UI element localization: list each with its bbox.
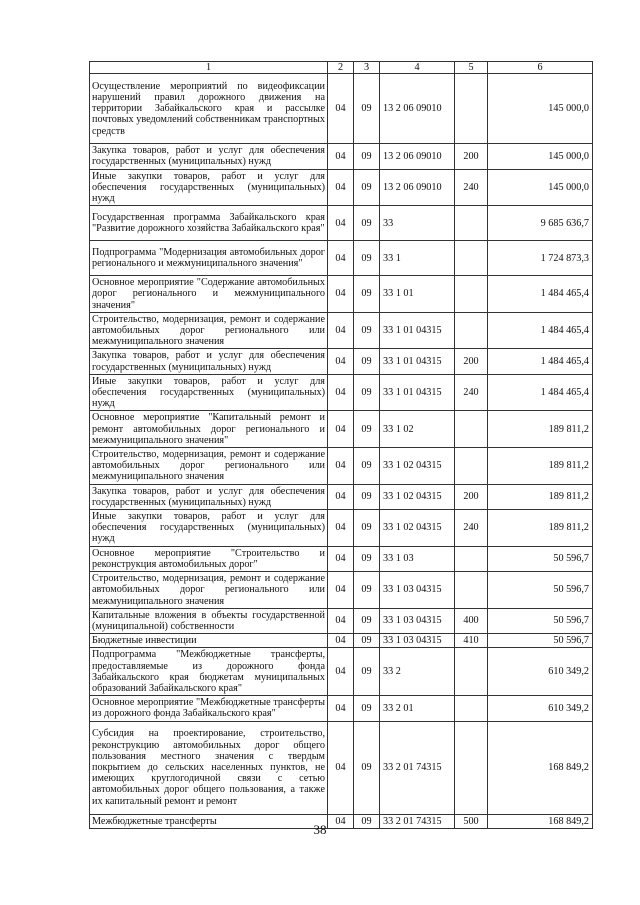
row-section-cell: 04 <box>328 144 354 169</box>
row-section-cell: 04 <box>328 572 354 609</box>
row-target-code-cell: 33 1 02 04315 <box>380 448 455 485</box>
row-target-code-cell: 33 2 01 <box>380 696 455 721</box>
row-sum-cell: 145 000,0 <box>488 169 593 206</box>
row-section-cell: 04 <box>328 74 354 144</box>
row-section-cell: 04 <box>328 546 354 571</box>
row-sum-cell: 189 811,2 <box>488 484 593 509</box>
row-section-cell: 04 <box>328 608 354 633</box>
row-name-cell: Капитальные вложения в объекты государственной (муниципальной) собственности <box>90 608 328 633</box>
table-row <box>90 546 593 571</box>
row-subsection-cell: 09 <box>354 241 380 276</box>
table-row <box>90 206 593 241</box>
row-section-cell: 04 <box>328 634 354 648</box>
row-name-cell: Закупка товаров, работ и услуг для обеспечения государственных (муниципальных) нужд <box>90 349 328 374</box>
row-subsection-cell: 09 <box>354 648 380 696</box>
row-expense-type-cell <box>455 206 488 241</box>
row-name-cell: Межбюджетные трансферты <box>90 814 328 828</box>
row-subsection-cell: 09 <box>354 814 380 828</box>
row-target-code-cell: 33 1 03 04315 <box>380 608 455 633</box>
row-sum-cell: 50 596,7 <box>488 608 593 633</box>
row-target-code-cell: 33 2 01 74315 <box>380 814 455 828</box>
table-row <box>90 696 593 721</box>
table-row <box>90 74 593 144</box>
table-row <box>90 374 593 411</box>
row-target-code-cell: 33 <box>380 206 455 241</box>
row-sum-cell: 1 484 465,4 <box>488 349 593 374</box>
table-row <box>90 648 593 696</box>
row-name-cell: Подпрограмма "Межбюджетные трансферты, предоставляемые из дорожного фонда Забайкальского края бюджетам муниципальных образований Забайкальского края" <box>90 648 328 696</box>
row-expense-type-cell <box>455 276 488 313</box>
table-row <box>90 634 593 648</box>
row-target-code-cell: 33 1 02 04315 <box>380 484 455 509</box>
row-subsection-cell: 09 <box>354 276 380 313</box>
table-row <box>90 721 593 814</box>
row-section-cell: 04 <box>328 241 354 276</box>
table-row <box>90 276 593 313</box>
row-target-code-cell: 13 2 06 09010 <box>380 74 455 144</box>
row-name-cell: Бюджетные инвестиции <box>90 634 328 648</box>
row-expense-type-cell <box>455 241 488 276</box>
row-expense-type-cell: 410 <box>455 634 488 648</box>
table-row <box>90 144 593 169</box>
row-name-cell: Строительство, модернизация, ремонт и содержание автомобильных дорог регионального или межмуниципального значения <box>90 448 328 485</box>
row-name-cell: Иные закупки товаров, работ и услуг для обеспечения государственных (муниципальных) нужд <box>90 169 328 206</box>
row-section-cell: 04 <box>328 206 354 241</box>
row-name-cell: Строительство, модернизация, ремонт и содержание автомобильных дорог регионального или межмуниципального значения <box>90 312 328 349</box>
header-cell: 4 <box>380 62 455 74</box>
row-expense-type-cell: 500 <box>455 814 488 828</box>
row-expense-type-cell: 240 <box>455 510 488 547</box>
row-name-cell: Закупка товаров, работ и услуг для обеспечения государственных (муниципальных) нужд <box>90 484 328 509</box>
row-expense-type-cell: 200 <box>455 144 488 169</box>
row-expense-type-cell <box>455 721 488 814</box>
row-section-cell: 04 <box>328 411 354 448</box>
table-row <box>90 241 593 276</box>
row-subsection-cell: 09 <box>354 608 380 633</box>
row-target-code-cell: 13 2 06 09010 <box>380 169 455 206</box>
table-row <box>90 169 593 206</box>
row-expense-type-cell: 200 <box>455 349 488 374</box>
table-row <box>90 411 593 448</box>
row-sum-cell: 50 596,7 <box>488 546 593 571</box>
header-cell: 5 <box>455 62 488 74</box>
row-section-cell: 04 <box>328 696 354 721</box>
row-name-cell: Иные закупки товаров, работ и услуг для обеспечения государственных (муниципальных) нужд <box>90 510 328 547</box>
row-expense-type-cell <box>455 696 488 721</box>
row-sum-cell: 189 811,2 <box>488 411 593 448</box>
row-section-cell: 04 <box>328 721 354 814</box>
table-row <box>90 312 593 349</box>
row-target-code-cell: 13 2 06 09010 <box>380 144 455 169</box>
row-section-cell: 04 <box>328 648 354 696</box>
row-target-code-cell: 33 1 01 04315 <box>380 374 455 411</box>
row-target-code-cell: 33 1 03 04315 <box>380 634 455 648</box>
row-subsection-cell: 09 <box>354 572 380 609</box>
row-subsection-cell: 09 <box>354 169 380 206</box>
row-sum-cell: 610 349,2 <box>488 696 593 721</box>
row-section-cell: 04 <box>328 312 354 349</box>
row-expense-type-cell <box>455 648 488 696</box>
row-sum-cell: 145 000,0 <box>488 74 593 144</box>
row-section-cell: 04 <box>328 448 354 485</box>
row-sum-cell: 610 349,2 <box>488 648 593 696</box>
row-target-code-cell: 33 1 03 <box>380 546 455 571</box>
row-subsection-cell: 09 <box>354 634 380 648</box>
row-target-code-cell: 33 2 <box>380 648 455 696</box>
row-sum-cell: 50 596,7 <box>488 572 593 609</box>
row-expense-type-cell: 400 <box>455 608 488 633</box>
row-section-cell: 04 <box>328 510 354 547</box>
row-sum-cell: 168 849,2 <box>488 721 593 814</box>
row-subsection-cell: 09 <box>354 411 380 448</box>
table-row <box>90 448 593 485</box>
row-target-code-cell: 33 1 02 04315 <box>380 510 455 547</box>
row-name-cell: Основное мероприятие "Капитальный ремонт и ремонт автомобильных дорог регионального и межмуниципального значения" <box>90 411 328 448</box>
row-name-cell: Осуществление мероприятий по видеофиксации нарушений правил дорожного движения на территории Забайкальского края и рассылке почтовых уведомлений собственникам транспортных средств <box>90 74 328 144</box>
header-cell: 2 <box>328 62 354 74</box>
row-name-cell: Основное мероприятие "Межбюджетные трансферты из дорожного фонда Забайкальского края" <box>90 696 328 721</box>
row-subsection-cell: 09 <box>354 74 380 144</box>
row-section-cell: 04 <box>328 276 354 313</box>
header-cell: 6 <box>488 62 593 74</box>
row-name-cell: Государственная программа Забайкальского края "Развитие дорожного хозяйства Забайкальского края" <box>90 206 328 241</box>
header-cell: 3 <box>354 62 380 74</box>
row-target-code-cell: 33 1 03 04315 <box>380 572 455 609</box>
table-row <box>90 510 593 547</box>
row-expense-type-cell <box>455 546 488 571</box>
row-sum-cell: 1 484 465,4 <box>488 374 593 411</box>
row-target-code-cell: 33 2 01 74315 <box>380 721 455 814</box>
row-expense-type-cell: 200 <box>455 484 488 509</box>
row-section-cell: 04 <box>328 169 354 206</box>
row-sum-cell: 168 849,2 <box>488 814 593 828</box>
row-subsection-cell: 09 <box>354 510 380 547</box>
row-subsection-cell: 09 <box>354 206 380 241</box>
table-row <box>90 484 593 509</box>
row-section-cell: 04 <box>328 814 354 828</box>
row-name-cell: Основное мероприятие "Строительство и реконструкция автомобильных дорог" <box>90 546 328 571</box>
row-subsection-cell: 09 <box>354 144 380 169</box>
row-subsection-cell: 09 <box>354 349 380 374</box>
header-cell: 1 <box>90 62 328 74</box>
row-sum-cell: 1 724 873,3 <box>488 241 593 276</box>
row-sum-cell: 9 685 636,7 <box>488 206 593 241</box>
row-expense-type-cell: 240 <box>455 169 488 206</box>
row-subsection-cell: 09 <box>354 448 380 485</box>
row-target-code-cell: 33 1 02 <box>380 411 455 448</box>
row-expense-type-cell <box>455 74 488 144</box>
row-subsection-cell: 09 <box>354 546 380 571</box>
row-name-cell: Строительство, модернизация, ремонт и содержание автомобильных дорог регионального или межмуниципального значения <box>90 572 328 609</box>
table-header-row <box>90 62 593 74</box>
page-number: 38 <box>313 822 327 837</box>
row-expense-type-cell <box>455 448 488 485</box>
row-sum-cell: 189 811,2 <box>488 510 593 547</box>
row-section-cell: 04 <box>328 349 354 374</box>
row-section-cell: 04 <box>328 484 354 509</box>
row-name-cell: Подпрограмма "Модернизация автомобильных дорог регионального и межмуниципального значения" <box>90 241 328 276</box>
row-expense-type-cell <box>455 312 488 349</box>
row-target-code-cell: 33 1 <box>380 241 455 276</box>
row-name-cell: Иные закупки товаров, работ и услуг для обеспечения государственных (муниципальных) нужд <box>90 374 328 411</box>
row-sum-cell: 189 811,2 <box>488 448 593 485</box>
row-target-code-cell: 33 1 01 <box>380 276 455 313</box>
row-subsection-cell: 09 <box>354 374 380 411</box>
budget-table <box>89 61 593 829</box>
row-target-code-cell: 33 1 01 04315 <box>380 349 455 374</box>
row-expense-type-cell: 240 <box>455 374 488 411</box>
table-row <box>90 349 593 374</box>
row-target-code-cell: 33 1 01 04315 <box>380 312 455 349</box>
row-sum-cell: 1 484 465,4 <box>488 276 593 313</box>
row-subsection-cell: 09 <box>354 721 380 814</box>
row-sum-cell: 50 596,7 <box>488 634 593 648</box>
row-subsection-cell: 09 <box>354 312 380 349</box>
row-subsection-cell: 09 <box>354 484 380 509</box>
row-subsection-cell: 09 <box>354 696 380 721</box>
table-row <box>90 608 593 633</box>
table-row <box>90 572 593 609</box>
row-name-cell: Закупка товаров, работ и услуг для обеспечения государственных (муниципальных) нужд <box>90 144 328 169</box>
row-name-cell: Субсидия на проектирование, строительство, реконструкцию автомобильных дорог общего пользования местного значения с твердым покрытием до сельских населенных пунктов, не имеющих круглогодичной связи с сетью автомобильных дорог общего пользования, а также их капитальный ремонт и ремонт <box>90 721 328 814</box>
row-expense-type-cell <box>455 411 488 448</box>
row-sum-cell: 145 000,0 <box>488 144 593 169</box>
row-sum-cell: 1 484 465,4 <box>488 312 593 349</box>
row-name-cell: Основное мероприятие "Содержание автомобильных дорог регионального и межмуниципального значения" <box>90 276 328 313</box>
row-expense-type-cell <box>455 572 488 609</box>
row-section-cell: 04 <box>328 374 354 411</box>
